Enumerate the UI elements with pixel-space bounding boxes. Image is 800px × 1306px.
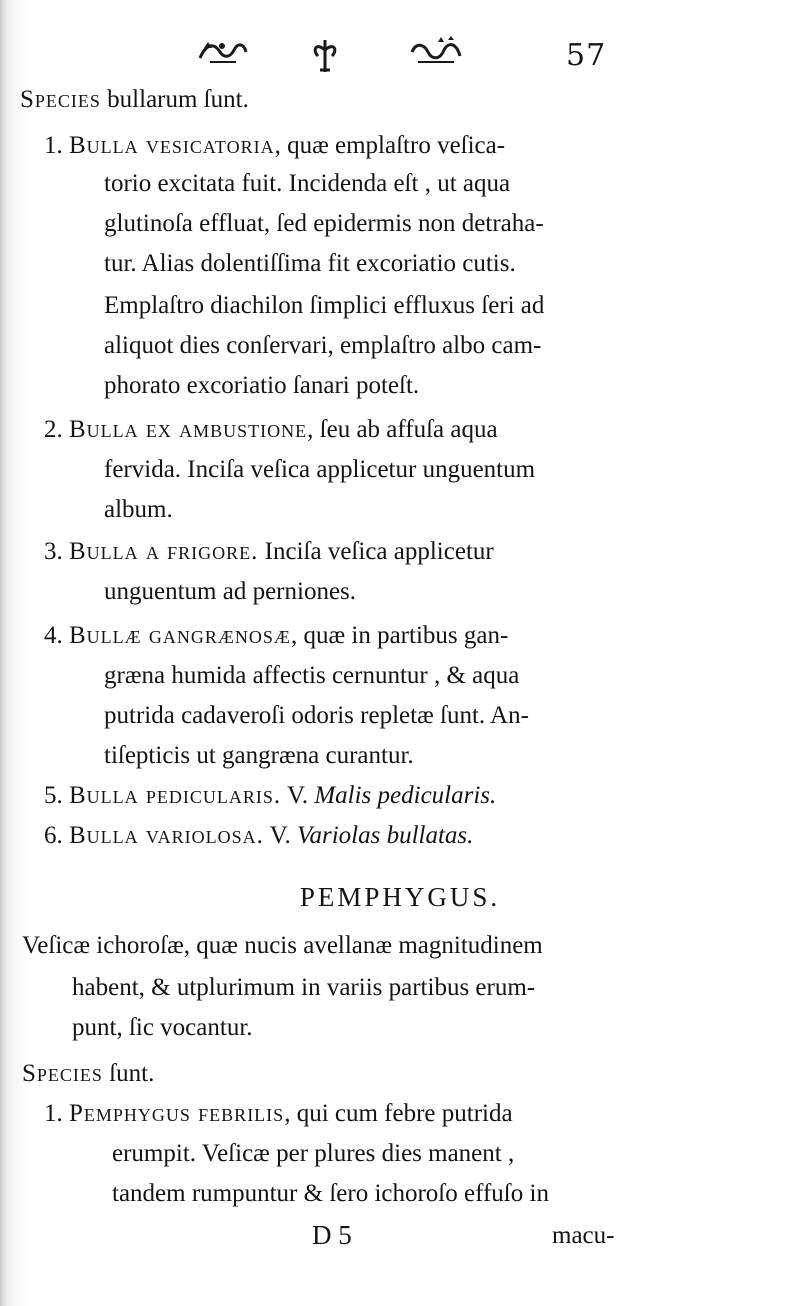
bulla-item-3-line-1	[44, 536, 494, 568]
item-name: Bulla ex ambustione	[69, 416, 308, 443]
item-name: Bulla variolosa.	[69, 822, 264, 849]
species-intro-line	[22, 1058, 154, 1090]
text-line: torio excitata fuit. Incidenda eſt , ut aqua	[104, 170, 511, 197]
text-line: tiſepticis ut gangræna curantur.	[104, 742, 414, 769]
flourish-right-ornament	[408, 36, 464, 70]
species-label: Species	[20, 86, 101, 113]
text-line: erumpit. Veſicæ per plures dies manent ,	[112, 1140, 515, 1167]
item-text: Inciſa veſica applicetur	[264, 538, 494, 565]
definition-line: Veſicæ ichoroſæ, quæ nucis avellanæ magnitudinem	[22, 932, 543, 959]
pemphygus-item-1-line-1	[44, 1098, 513, 1130]
item-name: Bullæ gangrænosæ	[69, 622, 291, 649]
species-intro-text: bullarum ſunt.	[107, 86, 249, 113]
text-line: aliquot dies conſervari, emplaſtro albo cam-	[104, 332, 542, 359]
bulla-item-2-line-1	[44, 414, 498, 446]
item-number: 4.	[44, 622, 63, 649]
item-ref-italic: Variolas bullatas.	[297, 822, 474, 849]
item-ref-italic: Malis pedicularis.	[314, 782, 497, 809]
text-line: phorato excoriatio ſanari poteſt.	[104, 372, 420, 399]
definition-line: punt, ſic vocantur.	[72, 1014, 253, 1041]
item-ref: V.	[286, 782, 309, 809]
bulla-item-4-line-1	[44, 620, 508, 652]
text-line: tandem rumpuntur & ſero ichoroſo effuſo in	[112, 1180, 549, 1207]
item-name: Pemphygus febrilis	[69, 1100, 285, 1127]
item-name: Bulla a frigore.	[69, 538, 259, 565]
species-intro-text: ſunt.	[109, 1060, 155, 1087]
bulla-item-5-line	[44, 780, 496, 812]
page-number: 57	[566, 38, 607, 73]
species-intro-line	[20, 84, 249, 116]
species-label: Species	[22, 1060, 103, 1087]
item-number: 5.	[44, 782, 63, 809]
item-name: Bulla vesicatoria	[69, 132, 275, 159]
text-line: tur. Alias dolentiſſima fit excoriatio cutis.	[104, 250, 516, 277]
text-line: unguentum ad perniones.	[104, 578, 357, 605]
item-number: 3.	[44, 538, 63, 565]
item-number: 6.	[44, 822, 63, 849]
text-line: græna humida affectis cernuntur , & aqua	[104, 662, 520, 689]
text-line: album.	[104, 496, 173, 523]
item-number: 2.	[44, 416, 63, 443]
catchword: macu-	[552, 1222, 615, 1249]
item-text: , ſeu ab affuſa aqua	[307, 416, 498, 443]
bulla-item-1-line-1	[44, 130, 505, 162]
text-line: putrida cadaveroſi odoris repletæ ſunt. An-	[104, 702, 529, 729]
signature-mark: D 5	[312, 1220, 352, 1250]
item-number: 1.	[44, 132, 63, 159]
item-text: , quæ in partibus gan-	[290, 622, 509, 649]
item-number: 1.	[44, 1100, 63, 1127]
text-line: fervida. Inciſa veſica applicetur unguentum	[104, 456, 536, 483]
section-heading: PEMPHYGUS.	[299, 882, 501, 912]
bulla-item-6-line	[44, 820, 473, 852]
item-ref: V.	[269, 822, 291, 849]
item-text: , quæ emplaſtro veſica-	[274, 132, 506, 159]
fleuron-center-ornament	[308, 36, 342, 76]
page-header	[0, 28, 800, 88]
definition-line: habent, & utplurimum in variis partibus erum-	[72, 974, 536, 1001]
flourish-left-ornament	[196, 36, 250, 70]
text-line: glutinoſa effluat, ſed epidermis non detraha-	[104, 210, 544, 237]
item-text: , qui cum febre putrida	[284, 1100, 513, 1127]
text-line: Emplaſtro diachilon ſimplici effluxus ſeri ad	[104, 292, 545, 319]
item-name: Bulla pedicularis.	[69, 782, 282, 809]
